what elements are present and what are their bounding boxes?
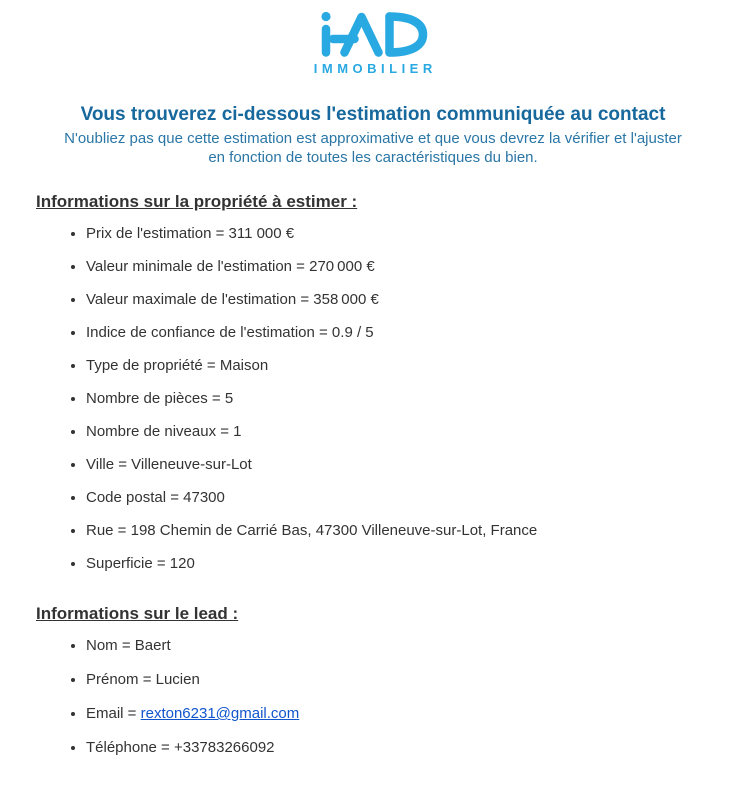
list-item-email [86,705,746,723]
list-item: • Indice de confiance de l'estimation = 0.9 / 5 [86,324,746,342]
page-subtitle-line2: en fonction de toutes les caractéristiques du bien. [208,148,538,166]
email-label: Email = [86,705,141,722]
list-item: • Nombre de niveaux = 1 [86,423,746,441]
list-item: • Ville = Villeneuve-sur-Lot [86,456,746,474]
property-section-heading: Informations sur la propriété à estimer : [36,192,358,211]
logo-wordmark: IMMOBILIER [313,61,437,76]
page-title: Vous trouverez ci-dessous l'estimation communiquée au contact [80,104,666,125]
iad-logo [0,10,746,76]
lead-info-list [36,637,746,757]
page-subtitle-line1: N'oubliez pas que cette estimation est approximative et que vous devrez la vérifier et l'ajuster [64,130,682,147]
list-item: • Rue = 198 Chemin de Carrié Bas, 47300 Villeneuve-sur-Lot, France [86,522,746,540]
list-item: • Code postal = 47300 [86,489,746,507]
lead-section-heading: Informations sur le lead : [36,604,239,623]
list-item: • Prénom = Lucien [86,671,746,689]
list-item: • Nombre de pièces = 5 [86,390,746,408]
list-item: • Nom = Baert [86,637,746,655]
property-info-list [36,225,746,573]
iad-logo-icon [318,10,428,58]
page-subtitle [0,130,746,167]
list-item: • Valeur minimale de l'estimation = 270 000 € [86,258,746,276]
list-item: • Téléphone = +33783266092 [86,739,746,757]
list-item: • Prix de l'estimation = 311 000 € [86,225,746,243]
list-item: • Type de propriété = Maison [86,357,746,375]
list-item: • Superficie = 120 [86,555,746,573]
list-item: • Valeur maximale de l'estimation = 358 000 € [86,291,746,309]
email-link[interactable]: rexton6231@gmail.com [140,705,300,722]
